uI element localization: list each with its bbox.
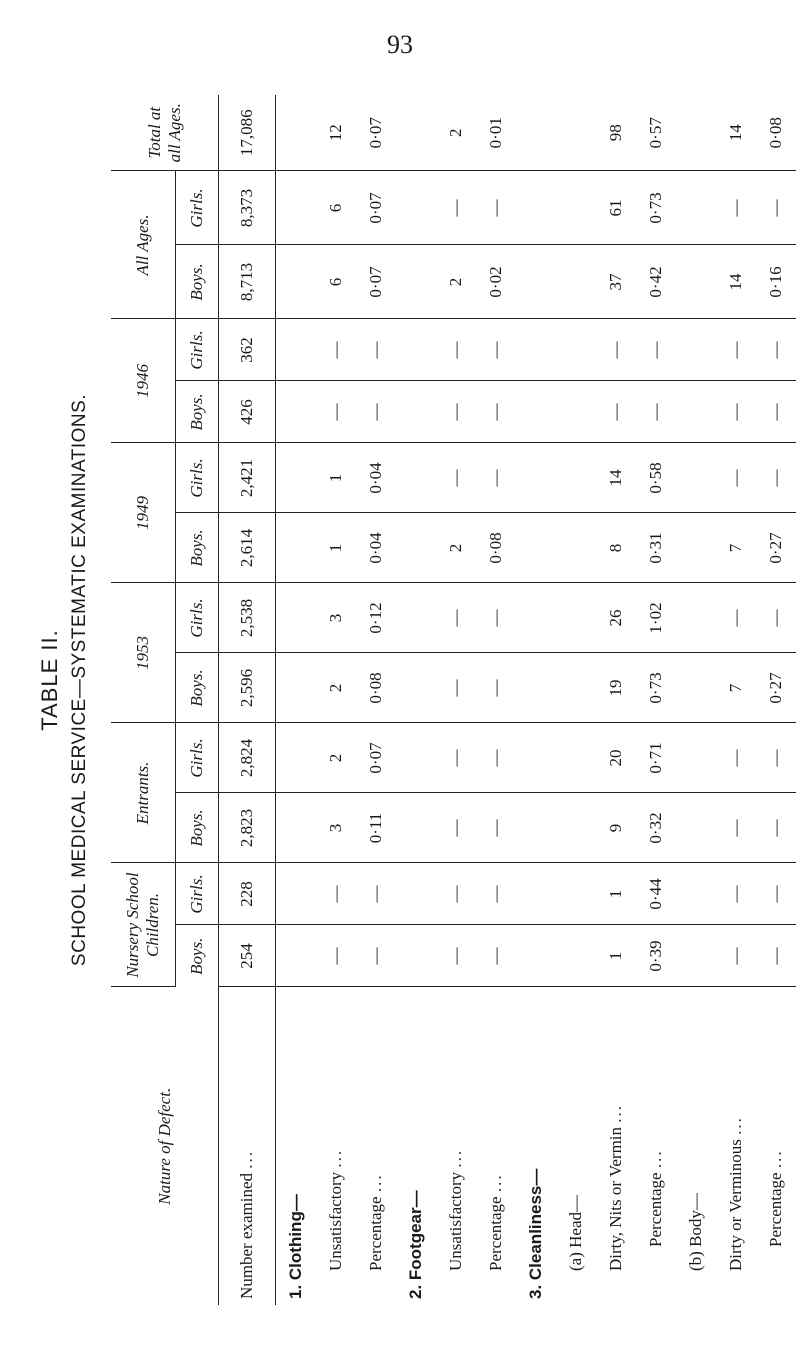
table-cell: — xyxy=(716,319,756,381)
table-cell: — xyxy=(316,319,356,381)
table-cell: 8,713 xyxy=(219,245,276,319)
table-cell xyxy=(516,583,556,653)
number-examined-label xyxy=(219,987,276,1305)
table-cell: 37 xyxy=(596,245,636,319)
table-cell xyxy=(276,723,317,793)
table-cell: — xyxy=(636,381,676,443)
table-row xyxy=(516,95,556,1305)
table-cell: 0·01 xyxy=(476,95,516,171)
rotated-table-page xyxy=(33,55,785,1305)
entrants-header: Entrants. xyxy=(111,723,176,863)
table-cell: 2,421 xyxy=(219,443,276,513)
table-cell: — xyxy=(476,925,516,987)
table-cell: 0·42 xyxy=(636,245,676,319)
table-cell xyxy=(556,95,596,171)
defect-label xyxy=(716,987,756,1305)
table-cell: — xyxy=(436,653,476,723)
table-cell: 7 xyxy=(716,653,756,723)
table-cell xyxy=(276,863,317,925)
table-title: TABLE II. xyxy=(37,629,62,731)
table-row xyxy=(716,95,756,1305)
table-cell: 19 xyxy=(596,653,636,723)
nature-of-defect-header: Nature of Defect. xyxy=(111,987,219,1305)
table-cell xyxy=(396,319,436,381)
defect-label xyxy=(556,987,596,1305)
boys-header: Boys. xyxy=(176,925,219,987)
table-cell: — xyxy=(436,723,476,793)
row-label: Percentage xyxy=(486,1196,505,1271)
table-cell: — xyxy=(476,863,516,925)
table-cell xyxy=(516,513,556,583)
table-cell xyxy=(396,863,436,925)
table-cell: — xyxy=(476,381,516,443)
table-cell: 26 xyxy=(596,583,636,653)
table-cell: 0·12 xyxy=(356,583,396,653)
table-cell: 2 xyxy=(436,245,476,319)
table-cell xyxy=(676,583,716,653)
table-cell: 14 xyxy=(716,95,756,171)
table-cell: 2,596 xyxy=(219,653,276,723)
table-cell: 0·04 xyxy=(356,513,396,583)
table-cell xyxy=(516,319,556,381)
row-label: Unsatisfactory xyxy=(326,1171,345,1271)
leader-dots: ... xyxy=(446,1148,465,1168)
table-cell: 0·73 xyxy=(636,653,676,723)
table-cell: — xyxy=(356,319,396,381)
table-cell: 20 xyxy=(596,723,636,793)
row-label: Dirty, Nits or Vermin xyxy=(606,1126,625,1271)
examinations-table xyxy=(111,95,796,1305)
table-cell: 228 xyxy=(219,863,276,925)
table-cell: — xyxy=(756,583,796,653)
table-cell xyxy=(276,171,317,245)
table-cell xyxy=(396,723,436,793)
table-cell xyxy=(276,925,317,987)
table-cell: 14 xyxy=(596,443,636,513)
table-cell xyxy=(676,513,716,583)
girls-header: Girls. xyxy=(176,863,219,925)
defect-label xyxy=(276,987,317,1305)
table-cell xyxy=(516,443,556,513)
table-cell xyxy=(276,513,317,583)
table-cell: — xyxy=(316,381,356,443)
table-cell xyxy=(276,583,317,653)
table-cell xyxy=(396,171,436,245)
table-cell xyxy=(556,513,596,583)
boys-header: Boys. xyxy=(176,653,219,723)
table-cell: — xyxy=(476,443,516,513)
defect-label xyxy=(516,987,556,1305)
table-cell xyxy=(516,245,556,319)
girls-header: Girls. xyxy=(176,583,219,653)
table-cell: 1 xyxy=(596,863,636,925)
table-cell: 1 xyxy=(596,925,636,987)
defect-label xyxy=(356,987,396,1305)
table-cell: 0·39 xyxy=(636,925,676,987)
table-cell xyxy=(676,723,716,793)
table-cell: 0·08 xyxy=(756,95,796,171)
boys-header: Boys. xyxy=(176,381,219,443)
leader-dots: ... xyxy=(646,1149,665,1169)
table-cell: — xyxy=(476,723,516,793)
boys-header: Boys. xyxy=(176,245,219,319)
table-cell: 0·57 xyxy=(636,95,676,171)
table-cell xyxy=(276,95,317,171)
defect-label xyxy=(636,987,676,1305)
table-cell: — xyxy=(436,925,476,987)
table-row xyxy=(396,95,436,1305)
table-cell xyxy=(396,513,436,583)
table-cell: — xyxy=(756,443,796,513)
table-cell: — xyxy=(756,381,796,443)
leader-dots: ... xyxy=(726,1116,745,1135)
row-label: Percentage xyxy=(766,1172,785,1247)
table-cell: 6 xyxy=(316,245,356,319)
table-cell xyxy=(396,443,436,513)
table-cell xyxy=(556,793,596,863)
table-cell: 0·44 xyxy=(636,863,676,925)
table-cell: 0·27 xyxy=(756,513,796,583)
table-cell xyxy=(516,653,556,723)
table-body xyxy=(219,95,797,1305)
table-cell: — xyxy=(436,319,476,381)
table-cell xyxy=(396,583,436,653)
table-cell xyxy=(396,925,436,987)
table-cell xyxy=(556,723,596,793)
table-cell: — xyxy=(716,171,756,245)
leader-dots: ... xyxy=(486,1173,505,1193)
table-cell xyxy=(276,319,317,381)
table-cell: 6 xyxy=(316,171,356,245)
table-cell xyxy=(276,793,317,863)
table-cell: 0·07 xyxy=(356,171,396,245)
table-cell: 3 xyxy=(316,793,356,863)
table-cell: — xyxy=(596,381,636,443)
table-cell: — xyxy=(476,319,516,381)
table-cell: 0·58 xyxy=(636,443,676,513)
table-cell: 12 xyxy=(316,95,356,171)
table-cell xyxy=(396,381,436,443)
table-row xyxy=(316,95,356,1305)
table-cell: 0·32 xyxy=(636,793,676,863)
table-cell: 2 xyxy=(436,95,476,171)
table-cell xyxy=(396,793,436,863)
row-label: Unsatisfactory xyxy=(446,1171,465,1271)
table-cell xyxy=(676,171,716,245)
table-cell: 426 xyxy=(219,381,276,443)
leader-dots: ... xyxy=(237,1149,256,1169)
table-cell: 254 xyxy=(219,925,276,987)
table-cell: 17,086 xyxy=(219,95,276,171)
row-label: Percentage xyxy=(646,1172,665,1247)
row-label: 1. Clothing— xyxy=(286,1194,305,1299)
table-cell: — xyxy=(316,925,356,987)
table-cell: — xyxy=(636,319,676,381)
table-cell: 0·07 xyxy=(356,95,396,171)
table-cell xyxy=(676,245,716,319)
table-cell xyxy=(676,443,716,513)
table-cell xyxy=(676,319,716,381)
table-cell: 2,614 xyxy=(219,513,276,583)
table-cell xyxy=(676,95,716,171)
table-cell: — xyxy=(436,863,476,925)
table-cell: — xyxy=(436,443,476,513)
table-cell xyxy=(276,653,317,723)
table-subtitle: SCHOOL MEDICAL SERVICE—SYSTEMATIC EXAMINATIONS. xyxy=(69,393,90,967)
girls-header: Girls. xyxy=(176,319,219,381)
leader-dots: ... xyxy=(366,1173,385,1193)
table-cell xyxy=(556,381,596,443)
table-cell: — xyxy=(476,583,516,653)
table-cell: 0·31 xyxy=(636,513,676,583)
girls-header: Girls. xyxy=(176,723,219,793)
girls-header: Girls. xyxy=(176,443,219,513)
header-group-row xyxy=(111,95,176,1305)
table-cell: 362 xyxy=(219,319,276,381)
table-cell: 2 xyxy=(316,653,356,723)
table-cell: — xyxy=(476,171,516,245)
table-row xyxy=(556,95,596,1305)
leader-dots: ... xyxy=(766,1149,785,1169)
table-cell xyxy=(276,245,317,319)
row-label: (a) Head— xyxy=(566,1195,585,1271)
table-cell: 7 xyxy=(716,513,756,583)
table-cell: 61 xyxy=(596,171,636,245)
table-cell: — xyxy=(476,653,516,723)
table-cell: 0·08 xyxy=(476,513,516,583)
table-row xyxy=(636,95,676,1305)
table-cell xyxy=(396,95,436,171)
table-cell: 2 xyxy=(436,513,476,583)
table-cell xyxy=(676,863,716,925)
defect-label xyxy=(756,987,796,1305)
table-cell: — xyxy=(436,793,476,863)
table-cell: 0·02 xyxy=(476,245,516,319)
boys-header: Boys. xyxy=(176,513,219,583)
year-1953-header: 1953 xyxy=(111,583,176,723)
table-cell: — xyxy=(716,583,756,653)
row-label: (b) Body— xyxy=(686,1193,705,1271)
table-row xyxy=(476,95,516,1305)
table-cell: — xyxy=(436,171,476,245)
table-cell xyxy=(396,653,436,723)
table-cell: — xyxy=(356,925,396,987)
table-cell: 0·73 xyxy=(636,171,676,245)
table-cell: 0·11 xyxy=(356,793,396,863)
table-cell: — xyxy=(476,793,516,863)
table-cell: — xyxy=(316,863,356,925)
table-cell: 1 xyxy=(316,513,356,583)
table-cell: 1 xyxy=(316,443,356,513)
table-cell: — xyxy=(716,723,756,793)
table-cell: 8,373 xyxy=(219,171,276,245)
row-label: Percentage xyxy=(366,1196,385,1271)
table-cell xyxy=(516,95,556,171)
table-cell: 2 xyxy=(316,723,356,793)
year-1946-header: 1946 xyxy=(111,319,176,443)
table-cell: — xyxy=(716,863,756,925)
table-cell xyxy=(556,863,596,925)
defect-label xyxy=(436,987,476,1305)
table-cell: — xyxy=(356,863,396,925)
table-cell: 98 xyxy=(596,95,636,171)
table-cell: — xyxy=(756,723,796,793)
table-cell xyxy=(676,653,716,723)
nursery-school-header: Nursery School Children. xyxy=(111,863,176,987)
table-row xyxy=(276,95,317,1305)
table-cell xyxy=(516,925,556,987)
defect-label xyxy=(596,987,636,1305)
table-cell: 0·27 xyxy=(756,653,796,723)
defect-label xyxy=(476,987,516,1305)
table-cell xyxy=(676,925,716,987)
defect-label xyxy=(676,987,716,1305)
leader-dots: ... xyxy=(326,1148,345,1168)
table-cell xyxy=(516,171,556,245)
year-1949-header: 1949 xyxy=(111,443,176,583)
table-cell: — xyxy=(756,319,796,381)
table-cell: 0·08 xyxy=(356,653,396,723)
leader-dots: ... xyxy=(606,1103,625,1123)
table-cell xyxy=(556,653,596,723)
number-examined-row xyxy=(219,95,276,1305)
table-cell xyxy=(516,723,556,793)
girls-header: Girls. xyxy=(176,171,219,245)
table-cell: — xyxy=(716,381,756,443)
table-cell: — xyxy=(756,793,796,863)
table-row xyxy=(356,95,396,1305)
table-cell: 9 xyxy=(596,793,636,863)
all-ages-header: All Ages. xyxy=(111,171,176,319)
table-row xyxy=(676,95,716,1305)
table-cell: — xyxy=(716,925,756,987)
table-cell xyxy=(556,925,596,987)
table-cell: 0·07 xyxy=(356,245,396,319)
table-cell xyxy=(396,245,436,319)
row-label: Number examined xyxy=(237,1172,256,1299)
table-cell: 0·04 xyxy=(356,443,396,513)
table-cell: — xyxy=(356,381,396,443)
total-header: Total at all Ages. xyxy=(111,95,219,171)
table-row xyxy=(596,95,636,1305)
table-cell xyxy=(516,863,556,925)
table-row xyxy=(756,95,796,1305)
table-cell: 2,538 xyxy=(219,583,276,653)
table-cell: 1·02 xyxy=(636,583,676,653)
table-cell: 3 xyxy=(316,583,356,653)
table-cell: 2,823 xyxy=(219,793,276,863)
row-label: 3. Cleanliness— xyxy=(526,1168,545,1299)
page-number: 93 xyxy=(387,30,413,59)
row-label: 2. Footgear— xyxy=(406,1190,425,1299)
table-cell xyxy=(556,319,596,381)
table-cell xyxy=(676,381,716,443)
table-cell: — xyxy=(596,319,636,381)
table-cell: 0·16 xyxy=(756,245,796,319)
table-row xyxy=(436,95,476,1305)
defect-label xyxy=(316,987,356,1305)
table-cell: — xyxy=(756,925,796,987)
table-cell: — xyxy=(716,443,756,513)
defect-label xyxy=(396,987,436,1305)
table-cell xyxy=(276,381,317,443)
table-cell xyxy=(556,171,596,245)
table-cell: 8 xyxy=(596,513,636,583)
table-cell: 0·07 xyxy=(356,723,396,793)
table-cell: — xyxy=(756,863,796,925)
table-cell xyxy=(516,381,556,443)
table-cell: — xyxy=(436,381,476,443)
table-cell: — xyxy=(716,793,756,863)
table-cell xyxy=(676,793,716,863)
table-cell: 2,824 xyxy=(219,723,276,793)
table-cell: — xyxy=(756,171,796,245)
boys-header: Boys. xyxy=(176,793,219,863)
table-cell xyxy=(556,583,596,653)
row-label: Dirty or Verminous xyxy=(726,1139,745,1271)
table-cell: 0·71 xyxy=(636,723,676,793)
table-cell xyxy=(556,443,596,513)
table-cell xyxy=(556,245,596,319)
table-cell xyxy=(516,793,556,863)
table-cell: 14 xyxy=(716,245,756,319)
table-cell: — xyxy=(436,583,476,653)
table-cell xyxy=(276,443,317,513)
